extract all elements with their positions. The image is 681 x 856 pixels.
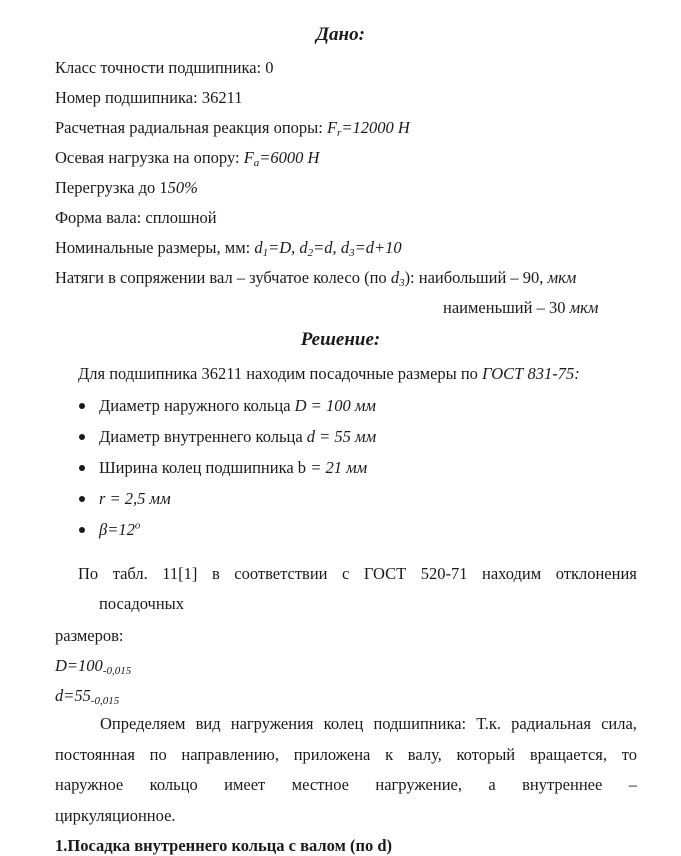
bearing-value: 36211	[201, 88, 243, 107]
interference-label: Натяги в сопряжении вал – зубчатое колесо (по	[55, 268, 391, 287]
axial-label: Осевая нагрузка на опору:	[55, 148, 244, 167]
solution-intro	[78, 364, 580, 384]
interference-min-unit: мкм	[569, 298, 599, 317]
interference-symbol: $d_3$	[390, 268, 405, 289]
bullet-dot	[79, 527, 85, 533]
given-heading: Дано:	[316, 24, 365, 45]
axial-line	[55, 148, 319, 168]
table-ref-line: По табл. 11[1] в соответствии с ГОСТ 520-71 находим отклонения	[78, 564, 637, 583]
overload-line	[55, 178, 198, 198]
shaft-line: Форма вала: сплошной	[55, 208, 217, 227]
interference-rest: ): наибольший – 90,	[404, 268, 548, 287]
bullet-dot	[79, 434, 85, 440]
paragraph-line-3: наружное кольцо имеет местное нагружение, а внутреннее –	[55, 775, 637, 794]
interference-line	[55, 268, 576, 288]
radial-line	[55, 118, 410, 138]
bullet-item: $\beta=12^о$	[99, 519, 141, 539]
interference-min-label: наименьший – 30	[443, 298, 570, 317]
nominal-formula: $d_1=D$, $d_2=d$, $d_3=d+10$	[254, 238, 402, 259]
solution-heading: Решение:	[300, 329, 381, 350]
bullet-dot	[79, 403, 85, 409]
interference-min-line	[443, 298, 598, 318]
class-line	[55, 58, 274, 78]
bullet-dot	[79, 496, 85, 502]
deviation-D: $D=100_{-0,015}$	[55, 656, 132, 677]
interference-unit: мкм	[547, 268, 577, 287]
overload-value: 50%	[167, 178, 198, 197]
nominal-label: Номинальные размеры, мм:	[55, 238, 255, 257]
paragraph-line-2: постоянная по направлению, приложена к валу, который вращается, то	[55, 745, 637, 764]
radial-label: Расчетная радиальная реакция опоры:	[55, 118, 327, 137]
intro-text: Для подшипника 36211 находим посадочные размеры по	[78, 364, 483, 383]
class-label: Класс точности подшипника:	[55, 58, 266, 77]
bullet-item: r = 2,5 мм	[99, 489, 171, 508]
table-ref-line3: размеров:	[55, 626, 124, 645]
bullet-item: Диаметр внутреннего кольца d = 55 мм	[99, 427, 377, 446]
bearing-label: Номер подшипника:	[55, 88, 202, 107]
bullet-item: Диаметр наружного кольца D = 100 мм	[99, 396, 376, 415]
bullet-dot	[79, 465, 85, 471]
intro-gost: ГОСТ 831-75:	[482, 364, 580, 383]
bearing-line	[55, 88, 242, 108]
table-ref-line2: посадочных	[99, 594, 185, 613]
nominal-line	[55, 238, 402, 258]
section-heading: 1.Посадка внутреннего кольца с валом (по d)	[55, 836, 393, 855]
axial-symbol: $F_a=6000$ Н	[243, 148, 320, 169]
bullet-item: Ширина колец подшипника b = 21 мм	[99, 458, 368, 477]
class-value: 0	[265, 58, 274, 77]
deviation-d: $d=55_{-0,015}$	[55, 686, 120, 707]
overload-label: Перегрузка до 1	[55, 178, 168, 197]
paragraph-line-1: Определяем вид нагружения колец подшипника: Т.к. радиальная сила,	[100, 714, 637, 733]
radial-symbol: $F_r=12000$ Н	[326, 118, 410, 139]
paragraph-line-4: циркуляционное.	[55, 806, 176, 825]
